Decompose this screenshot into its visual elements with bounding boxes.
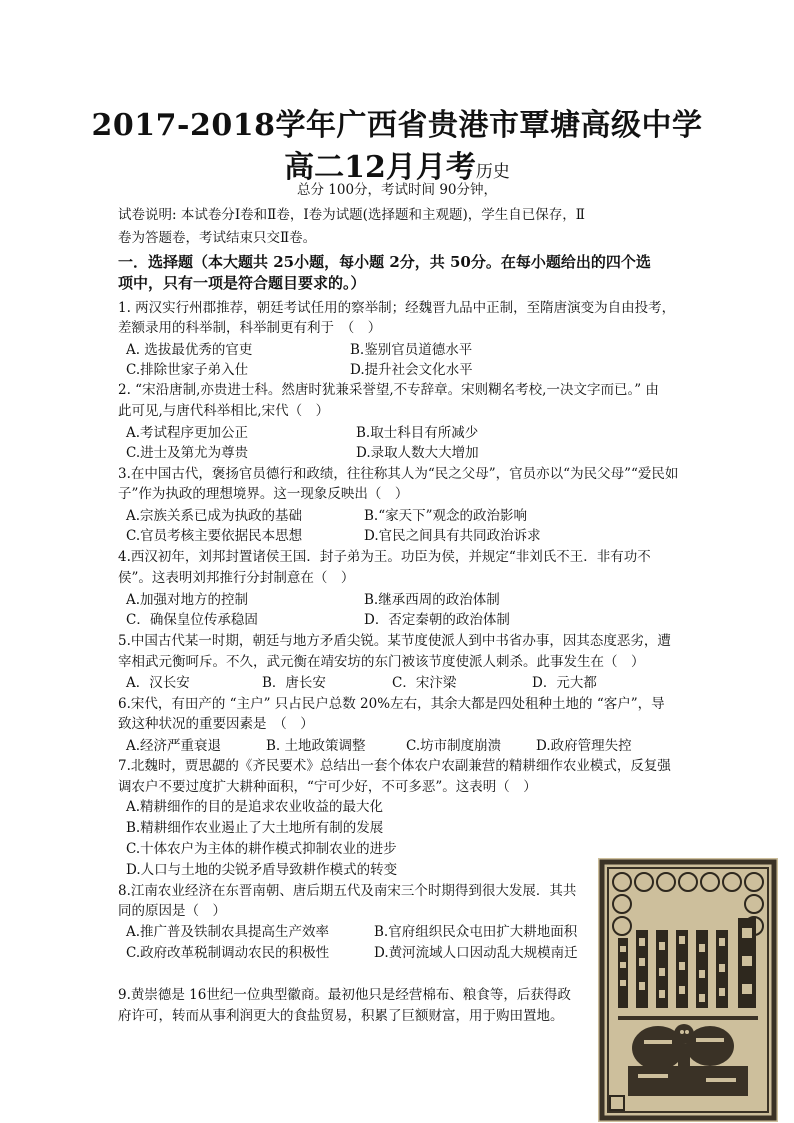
question-2-option-c: C.进士及第尤为尊贵 — [126, 445, 249, 461]
instructions-line1: 试卷说明: 本试卷分Ⅰ卷和Ⅱ卷，Ⅰ卷为试题(选择题和主观题)，学生自已保存，Ⅱ — [118, 207, 585, 223]
question-6-option-b: B. 土地政策调整 — [266, 738, 366, 754]
question-6-option-d: D.政府管理失控 — [536, 738, 632, 754]
question-6-option-c: C.坊市制度崩溃 — [406, 738, 502, 754]
question-1-option-d: D.提升社会文化水平 — [350, 362, 473, 378]
question-2-line2: 此可见,与唐代科举相比,宋代（ ） — [118, 403, 330, 419]
question-5-option-a: A．汉长安 — [126, 675, 190, 691]
question-9-line1: 9.黄崇德是 16世纪一位典型徽商。最初他只是经营棉布、粮食等，后获得政 — [118, 987, 571, 1003]
question-6-line1: 6.宋代，有田产的 “主户” 只占民户总数 20%左右，其余大都是四处租种土地的 “客户”，导 — [118, 696, 665, 712]
question-7-option-d: D.人口与土地的尖锐矛盾导致耕作模式的转变 — [126, 862, 398, 878]
question-6-option-a: A.经济严重衰退 — [126, 738, 222, 754]
question-5-option-c: C．宋汴梁 — [392, 675, 457, 691]
question-4-line1: 4.西汉初年，刘邦封置诸侯王国．封子弟为王。功臣为侯，并规定“非刘氏不王．非有功不 — [118, 549, 651, 565]
question-2-option-b: B.取士科目有所减少 — [356, 425, 479, 441]
question-3-option-d: D.官民之间具有共同政治诉求 — [364, 528, 541, 544]
question-6-line2: 致这种状况的重要因素是 （ ） — [118, 716, 314, 732]
question-5-line2: 宰相武元衡呵斥。不久，武元衡在靖安坊的东门被该节度使派人刺杀。此事发生在（ ） — [118, 654, 645, 670]
exam-title-main: 高二12月月考 — [284, 150, 476, 185]
question-1-option-a: A. 选拔最优秀的官吏 — [126, 342, 253, 358]
question-5-option-d: D．元大都 — [532, 675, 597, 691]
question-8-option-b: B.官府组织民众屯田扩大耕地面积 — [374, 924, 578, 940]
question-9-line2: 府许可，转而从事利润更大的食盐贸易，积累了巨额财富，用于购田置地。 — [118, 1008, 564, 1024]
question-2-line1: 2. “宋沿唐制,亦贵进士科。然唐时犹兼采誉望,不专辞章。宋则糊名考校,一决文字而已。” 由 — [118, 382, 659, 398]
question-3-option-c: C.官员考核主要依据民本思想 — [126, 528, 303, 544]
question-8-line2: 同的原因是（ ） — [118, 903, 226, 919]
question-5-option-b: B．唐长安 — [262, 675, 326, 691]
question-2-option-a: A.考试程序更加公正 — [126, 425, 249, 441]
section-heading-line1: 一．选择题（本大题共 25小题，每小题 2分，共 50分。在每小题给出的四个选 — [118, 253, 651, 271]
question-8-option-a: A.推广普及铁制农具提高生产效率 — [126, 924, 330, 940]
question-4-option-d: D．否定秦朝的政治体制 — [364, 612, 510, 628]
total-score: 总分 100分，考试时间 90分钟， — [296, 182, 498, 198]
question-4-line2: 侯”。这表明刘邦推行分封制意在（ ） — [118, 570, 355, 586]
question-3-option-b: B.“家天下”观念的政治影响 — [364, 508, 528, 524]
question-5-line1: 5.中国古代某一时期，朝廷与地方矛盾尖锐。某节度使派人到中书省办事，因其态度恶劣，遭 — [118, 633, 671, 649]
question-8-line1: 8.江南农业经济在东晋南朝、唐后期五代及南宋三个时期得到很大发展．其共 — [118, 883, 577, 899]
question-7-option-c: C.十体农户为主体的耕作模式抑制农业的进步 — [126, 841, 397, 857]
exam-subject: 历史 — [475, 162, 510, 182]
question-3-line1: 3.在中国古代，褒扬官员德行和政绩，往往称其人为“民之父母”，官员亦以“为民父母”“爱民如 — [118, 466, 679, 482]
question-8-option-d: D.黄河流域人口因动乱大规模南迁 — [374, 945, 578, 961]
question-7-option-a: A.精耕细作的目的是追求农业收益的最大化 — [126, 799, 384, 815]
question-1-option-b: B.鉴别官员道德水平 — [350, 342, 473, 358]
section-heading-line2: 项中，只有一项是符合题目要求的。） — [118, 274, 366, 292]
exam-title-line1: 2017-2018学年广西省贵港市覃塘高级中学 — [91, 108, 703, 143]
question-4-option-b: B.继承西周的政治体制 — [364, 592, 500, 608]
instructions-line2: 卷为答题卷，考试结束只交Ⅱ卷。 — [118, 230, 317, 246]
question-4-option-a: A.加强对地方的控制 — [126, 592, 249, 608]
woodblock-banknote-image — [598, 858, 778, 1122]
question-1-line1: 1. 两汉实行州郡推荐，朝廷考试任用的察举制；经魏晋九品中正制，至隋唐演变为自由投考， — [118, 300, 676, 316]
question-8-option-c: C.政府改革税制调动农民的积极性 — [126, 945, 330, 961]
question-2-option-d: D.录取人数大大增加 — [356, 445, 479, 461]
question-4-option-c: C．确保皇位传承稳固 — [126, 612, 258, 628]
question-1-line2: 差额录用的科举制，科举制更有利于 （ ） — [118, 320, 382, 336]
question-7-line2: 调农户不要过度扩大耕种面积，“宁可少好，不可多恶”。这表明（ ） — [118, 779, 537, 795]
question-3-line2: 子”作为执政的理想境界。这一现象反映出（ ） — [118, 486, 409, 502]
question-7-line1: 7.北魏时，贾思勰的《齐民要术》总结出一套个体农户农副兼营的精耕细作农业模式，反复强 — [118, 758, 671, 774]
question-7-option-b: B.精耕细作农业遏止了大土地所有制的发展 — [126, 820, 384, 836]
question-3-option-a: A.宗族关系已成为执政的基础 — [126, 508, 303, 524]
question-1-option-c: C.排除世家子弟入仕 — [126, 362, 249, 378]
